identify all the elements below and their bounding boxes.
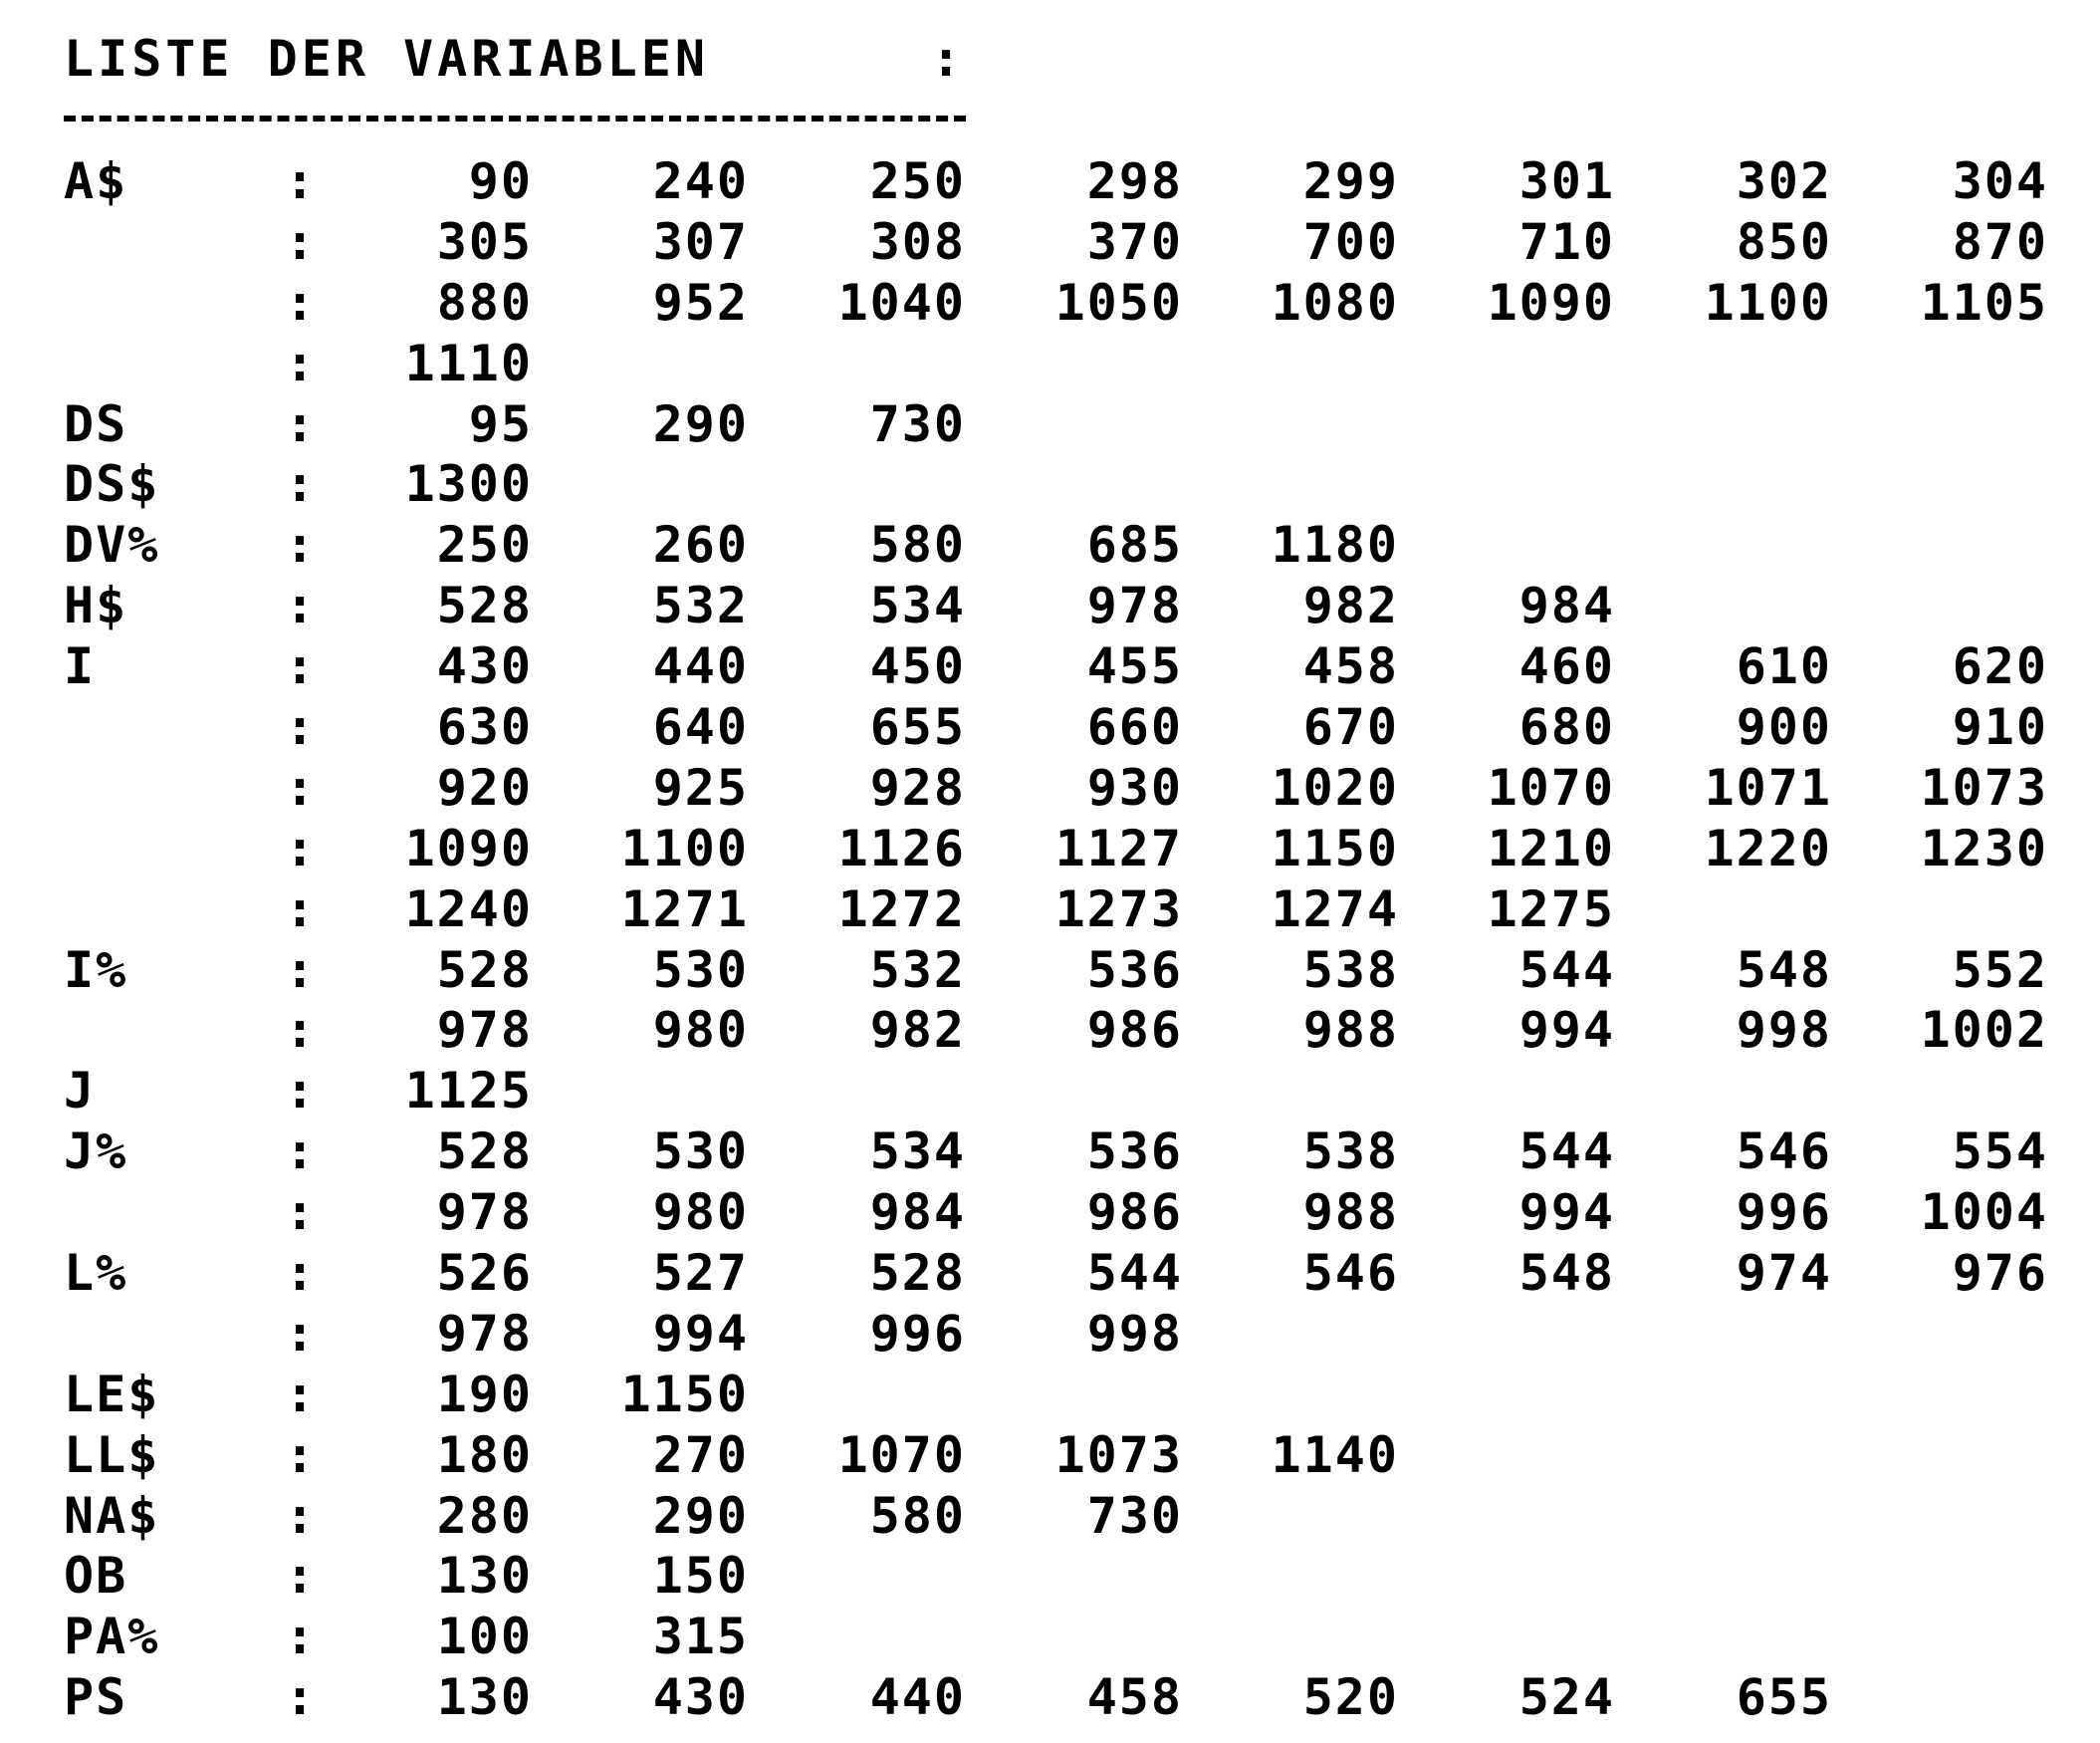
- table-row: [0, 1121, 2100, 1182]
- line-number: 130: [436, 1547, 533, 1606]
- line-number: 530: [652, 1122, 749, 1181]
- line-number: 554: [1952, 1122, 2048, 1181]
- separator-colon: :: [285, 334, 316, 392]
- line-number: 1180: [1271, 516, 1399, 575]
- line-number: 976: [1952, 1244, 2048, 1303]
- separator-colon: :: [285, 577, 316, 635]
- line-number: 1127: [1054, 819, 1183, 877]
- line-number: 520: [1302, 1668, 1399, 1727]
- separator-colon: :: [285, 819, 316, 877]
- table-row: [0, 1486, 2100, 1547]
- line-number: 700: [1302, 212, 1399, 271]
- line-number: 978: [436, 1001, 533, 1060]
- table-row: [0, 1425, 2100, 1486]
- line-number: 1220: [1704, 819, 1832, 877]
- line-number: 1272: [837, 879, 966, 938]
- line-number: 95: [468, 394, 533, 453]
- separator-colon: :: [285, 1486, 316, 1545]
- line-number: 850: [1736, 212, 1832, 271]
- line-number: 528: [869, 1244, 966, 1303]
- variable-name: OB: [64, 1547, 128, 1606]
- variable-name: J: [64, 1062, 97, 1120]
- separator-colon: :: [285, 1062, 316, 1120]
- line-number: 250: [436, 516, 533, 575]
- line-number: 1110: [404, 334, 533, 392]
- line-number: 190: [436, 1365, 533, 1423]
- line-number: 982: [1302, 577, 1399, 635]
- line-number: 290: [652, 1486, 749, 1545]
- table-row: [0, 940, 2100, 1001]
- line-number: 548: [1518, 1244, 1615, 1303]
- separator-colon: :: [285, 698, 316, 757]
- line-number: 544: [1518, 1122, 1615, 1181]
- line-number: 260: [652, 516, 749, 575]
- line-number: 880: [436, 273, 533, 332]
- line-number: 534: [869, 577, 966, 635]
- line-number: 530: [652, 940, 749, 999]
- line-number: 1140: [1271, 1425, 1399, 1484]
- line-number: 1040: [837, 273, 966, 332]
- line-number: 150: [652, 1547, 749, 1606]
- separator-colon: :: [285, 1365, 316, 1423]
- line-number: 1070: [1487, 758, 1615, 817]
- variable-name: NA$: [64, 1486, 160, 1545]
- line-number: 1070: [837, 1425, 966, 1484]
- line-number: 240: [652, 152, 749, 210]
- line-number: 526: [436, 1244, 533, 1303]
- line-number: 130: [436, 1668, 533, 1727]
- line-number: 302: [1736, 152, 1832, 210]
- line-number: 1230: [1920, 819, 2048, 877]
- line-number: 925: [652, 758, 749, 817]
- line-number: 978: [436, 1304, 533, 1363]
- line-number: 280: [436, 1486, 533, 1545]
- line-number: 920: [436, 758, 533, 817]
- line-number: 1274: [1271, 879, 1399, 938]
- separator-colon: :: [285, 940, 316, 999]
- variable-name: LL$: [64, 1425, 160, 1484]
- line-number: 440: [652, 637, 749, 696]
- line-number: 978: [1086, 577, 1183, 635]
- line-number: 538: [1302, 1122, 1399, 1181]
- line-number: 430: [652, 1668, 749, 1727]
- separator-colon: :: [285, 1183, 316, 1242]
- page-title: LISTE DER VARIABLEN: [64, 30, 709, 88]
- line-number: 930: [1086, 758, 1183, 817]
- line-number: 730: [869, 394, 966, 453]
- line-number: 910: [1952, 698, 2048, 757]
- variable-name: DS: [64, 394, 128, 453]
- line-number: 298: [1086, 152, 1183, 210]
- line-number: 534: [869, 1122, 966, 1181]
- line-number: 290: [652, 394, 749, 453]
- line-number: 458: [1086, 1668, 1183, 1727]
- line-number: 1090: [1487, 273, 1615, 332]
- table-row: [0, 334, 2100, 394]
- variable-name: J%: [64, 1122, 128, 1181]
- separator-colon: :: [285, 637, 316, 696]
- line-number: 315: [652, 1608, 749, 1666]
- line-number: 640: [652, 698, 749, 757]
- separator-colon: :: [285, 1547, 316, 1606]
- variable-name: DS$: [64, 455, 160, 514]
- variable-name: I: [64, 637, 97, 696]
- line-number: 1004: [1920, 1183, 2048, 1242]
- separator-colon: :: [285, 212, 316, 271]
- line-number: 1150: [620, 1365, 749, 1423]
- table-row: [0, 394, 2100, 455]
- line-number: 528: [436, 1122, 533, 1181]
- line-number: 528: [436, 940, 533, 999]
- line-number: 440: [869, 1668, 966, 1727]
- separator-colon: :: [285, 455, 316, 514]
- line-number: 532: [652, 577, 749, 635]
- line-number: 536: [1086, 1122, 1183, 1181]
- line-number: 546: [1736, 1122, 1832, 1181]
- line-number: 998: [1736, 1001, 1832, 1060]
- separator-colon: :: [285, 1425, 316, 1484]
- line-number: 1273: [1054, 879, 1183, 938]
- line-number: 730: [1086, 1486, 1183, 1545]
- table-row: [0, 1365, 2100, 1425]
- variable-name: PA%: [64, 1608, 160, 1666]
- line-number: 988: [1302, 1183, 1399, 1242]
- separator-colon: :: [285, 1244, 316, 1303]
- line-number: 982: [869, 1001, 966, 1060]
- line-number: 994: [652, 1304, 749, 1363]
- table-row: [0, 515, 2100, 576]
- line-number: 988: [1302, 1001, 1399, 1060]
- line-number: 928: [869, 758, 966, 817]
- line-number: 580: [869, 1486, 966, 1545]
- line-number: 998: [1086, 1304, 1183, 1363]
- line-number: 455: [1086, 637, 1183, 696]
- line-number: 544: [1086, 1244, 1183, 1303]
- line-number: 996: [1736, 1183, 1832, 1242]
- line-number: 1300: [404, 455, 533, 514]
- table-row: [0, 273, 2100, 334]
- line-number: 1150: [1271, 819, 1399, 877]
- line-number: 1271: [620, 879, 749, 938]
- line-number: 984: [869, 1183, 966, 1242]
- line-number: 1002: [1920, 1001, 2048, 1060]
- table-row: [0, 819, 2100, 879]
- line-number: 980: [652, 1183, 749, 1242]
- line-number: 1073: [1054, 1425, 1183, 1484]
- separator-colon: :: [285, 1668, 316, 1727]
- line-number: 900: [1736, 698, 1832, 757]
- table-row: [0, 151, 2100, 212]
- line-number: 1090: [404, 819, 533, 877]
- line-number: 1240: [404, 879, 533, 938]
- line-number: 655: [1736, 1668, 1832, 1727]
- line-number: 299: [1302, 152, 1399, 210]
- line-number: 458: [1302, 637, 1399, 696]
- line-number: 370: [1086, 212, 1183, 271]
- line-number: 620: [1952, 637, 2048, 696]
- line-number: 536: [1086, 940, 1183, 999]
- line-number: 1071: [1704, 758, 1832, 817]
- table-row: [0, 454, 2100, 515]
- line-number: 1100: [620, 819, 749, 877]
- variable-listing: [0, 151, 2100, 1728]
- line-number: 710: [1518, 212, 1615, 271]
- variable-name: PS: [64, 1668, 128, 1727]
- title-colon: :: [931, 30, 962, 88]
- line-number: 1125: [404, 1062, 533, 1120]
- table-row: [0, 1304, 2100, 1365]
- line-number: 1126: [837, 819, 966, 877]
- table-row: [0, 1243, 2100, 1304]
- line-number: 1080: [1271, 273, 1399, 332]
- separator-colon: :: [285, 1608, 316, 1666]
- separator-colon: :: [285, 1122, 316, 1181]
- table-row: [0, 1000, 2100, 1061]
- line-number: 610: [1736, 637, 1832, 696]
- line-number: 1275: [1487, 879, 1615, 938]
- variable-name: LE$: [64, 1365, 160, 1423]
- line-number: 307: [652, 212, 749, 271]
- line-number: 308: [869, 212, 966, 271]
- table-row: [0, 879, 2100, 940]
- variable-name: I%: [64, 940, 128, 999]
- line-number: 984: [1518, 577, 1615, 635]
- line-number: 304: [1952, 152, 2048, 210]
- separator-colon: :: [285, 516, 316, 575]
- line-number: 994: [1518, 1001, 1615, 1060]
- table-row: [0, 1667, 2100, 1728]
- line-number: 685: [1086, 516, 1183, 575]
- line-number: 548: [1736, 940, 1832, 999]
- line-number: 1100: [1704, 273, 1832, 332]
- line-number: 580: [869, 516, 966, 575]
- line-number: 655: [869, 698, 966, 757]
- line-number: 1105: [1920, 273, 2048, 332]
- line-number: 978: [436, 1183, 533, 1242]
- line-number: 532: [869, 940, 966, 999]
- table-row: [0, 1182, 2100, 1243]
- variable-name: A$: [64, 152, 128, 210]
- line-number: 974: [1736, 1244, 1832, 1303]
- variable-name: L%: [64, 1244, 128, 1303]
- line-number: 305: [436, 212, 533, 271]
- line-number: 630: [436, 698, 533, 757]
- title-underline: [64, 116, 966, 122]
- variable-name: H$: [64, 577, 128, 635]
- line-number: 524: [1518, 1668, 1615, 1727]
- table-row: [0, 758, 2100, 819]
- separator-colon: :: [285, 758, 316, 817]
- table-row: [0, 1061, 2100, 1121]
- line-number: 90: [468, 152, 533, 210]
- line-number: 250: [869, 152, 966, 210]
- line-number: 660: [1086, 698, 1183, 757]
- separator-colon: :: [285, 879, 316, 938]
- variable-name: DV%: [64, 516, 160, 575]
- line-number: 450: [869, 637, 966, 696]
- separator-colon: :: [285, 1001, 316, 1060]
- table-row: [0, 1607, 2100, 1667]
- line-number: 996: [869, 1304, 966, 1363]
- separator-colon: :: [285, 1304, 316, 1363]
- separator-colon: :: [285, 273, 316, 332]
- line-number: 1050: [1054, 273, 1183, 332]
- table-row: [0, 212, 2100, 273]
- line-number: 546: [1302, 1244, 1399, 1303]
- line-number: 980: [652, 1001, 749, 1060]
- line-number: 180: [436, 1425, 533, 1484]
- table-row: [0, 697, 2100, 758]
- table-row: [0, 1546, 2100, 1607]
- line-number: 986: [1086, 1183, 1183, 1242]
- line-number: 544: [1518, 940, 1615, 999]
- line-number: 1073: [1920, 758, 2048, 817]
- table-row: [0, 576, 2100, 636]
- line-number: 430: [436, 637, 533, 696]
- line-number: 538: [1302, 940, 1399, 999]
- line-number: 528: [436, 577, 533, 635]
- line-number: 460: [1518, 637, 1615, 696]
- line-number: 527: [652, 1244, 749, 1303]
- line-number: 100: [436, 1608, 533, 1666]
- line-number: 680: [1518, 698, 1615, 757]
- line-number: 986: [1086, 1001, 1183, 1060]
- line-number: 670: [1302, 698, 1399, 757]
- separator-colon: :: [285, 152, 316, 210]
- line-number: 552: [1952, 940, 2048, 999]
- line-number: 1020: [1271, 758, 1399, 817]
- line-number: 270: [652, 1425, 749, 1484]
- line-number: 870: [1952, 212, 2048, 271]
- line-number: 301: [1518, 152, 1615, 210]
- line-number: 1210: [1487, 819, 1615, 877]
- line-number: 994: [1518, 1183, 1615, 1242]
- line-number: 952: [652, 273, 749, 332]
- separator-colon: :: [285, 394, 316, 453]
- table-row: [0, 636, 2100, 697]
